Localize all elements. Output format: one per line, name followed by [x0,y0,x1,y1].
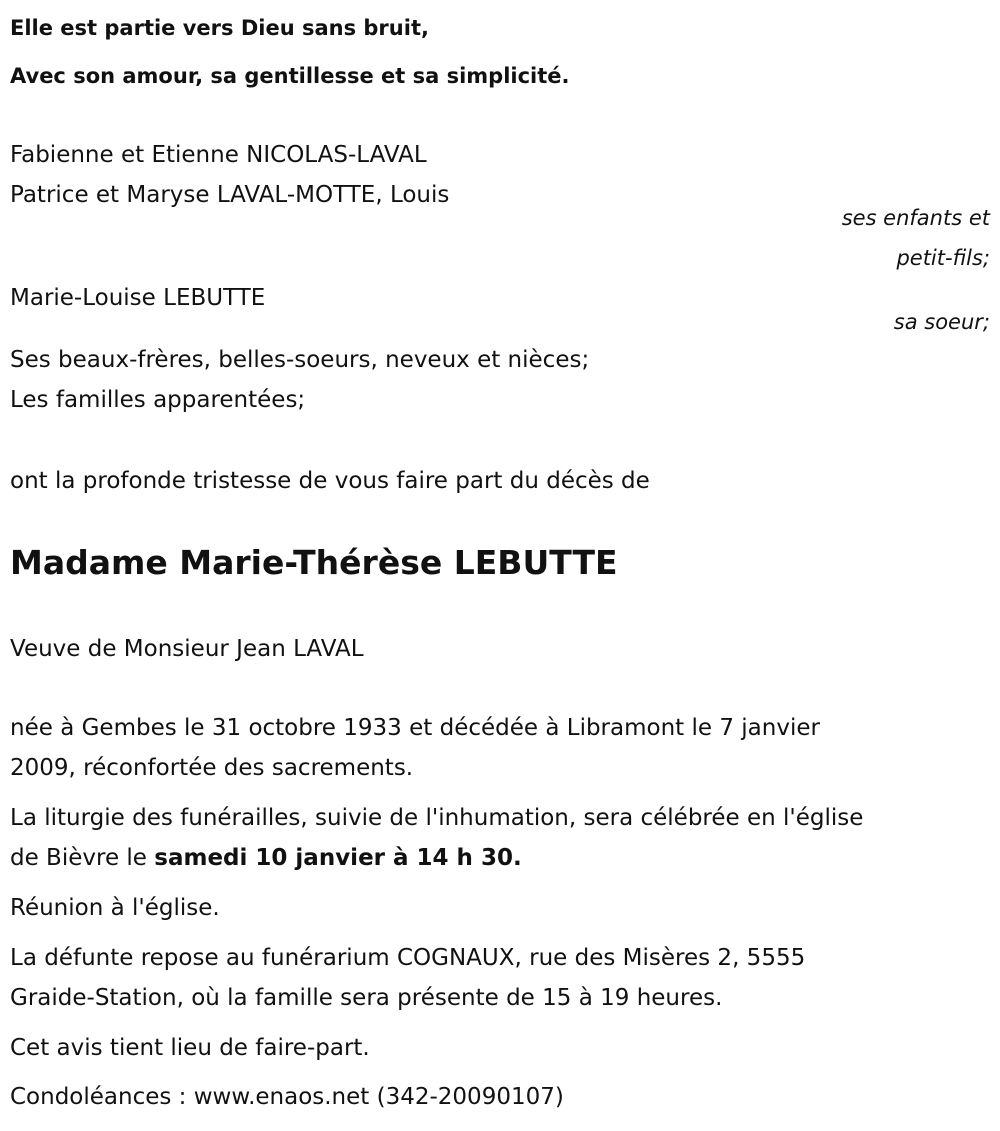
condolences: Condoléances : www.enaos.net (342-20090107) [10,1084,564,1110]
widow-of: Veuve de Monsieur Jean LAVAL [10,636,364,662]
meeting: Réunion à l'église. [10,895,220,921]
other-relatives-1: Ses beaux-frères, belles-soeurs, neveux et nièces; [10,347,590,373]
liturgy-datetime: samedi 10 janvier à 14 h 30. [154,845,522,871]
children-line-2: Patrice et Maryse LAVAL-MOTTE, Louis [10,182,450,208]
notice: Cet avis tient lieu de faire-part. [10,1035,370,1061]
liturgy-2 [10,843,522,873]
children-role-2: petit-fils; [896,246,990,270]
children-role-1: ses enfants et [841,206,990,230]
deceased-name: Madame Marie-Thérèse LEBUTTE [10,543,618,582]
sister-role: sa soeur; [893,310,990,334]
sister-name: Marie-Louise LEBUTTE [10,285,266,311]
liturgy-1: La liturgie des funérailles, suivie de l'inhumation, sera célébrée en l'église [10,805,864,831]
children-line-1: Fabienne et Etienne NICOLAS-LAVAL [10,142,427,168]
birth-death-2: 2009, réconfortée des sacrements. [10,755,414,781]
rest-2: Graide-Station, où la famille sera présente de 15 à 19 heures. [10,985,723,1011]
announcement: ont la profonde tristesse de vous faire part du décès de [10,468,650,494]
rest-1: La défunte repose au funérarium COGNAUX, rue des Misères 2, 5555 [10,945,806,971]
liturgy-place: de Bièvre le [10,845,155,871]
birth-death-1: née à Gembes le 31 octobre 1933 et décédée à Libramont le 7 janvier [10,715,820,741]
epigraph-line-1: Elle est partie vers Dieu sans bruit, [10,16,429,40]
epigraph-line-2: Avec son amour, sa gentillesse et sa simplicité. [10,64,570,88]
other-relatives-2: Les familles apparentées; [10,387,306,413]
